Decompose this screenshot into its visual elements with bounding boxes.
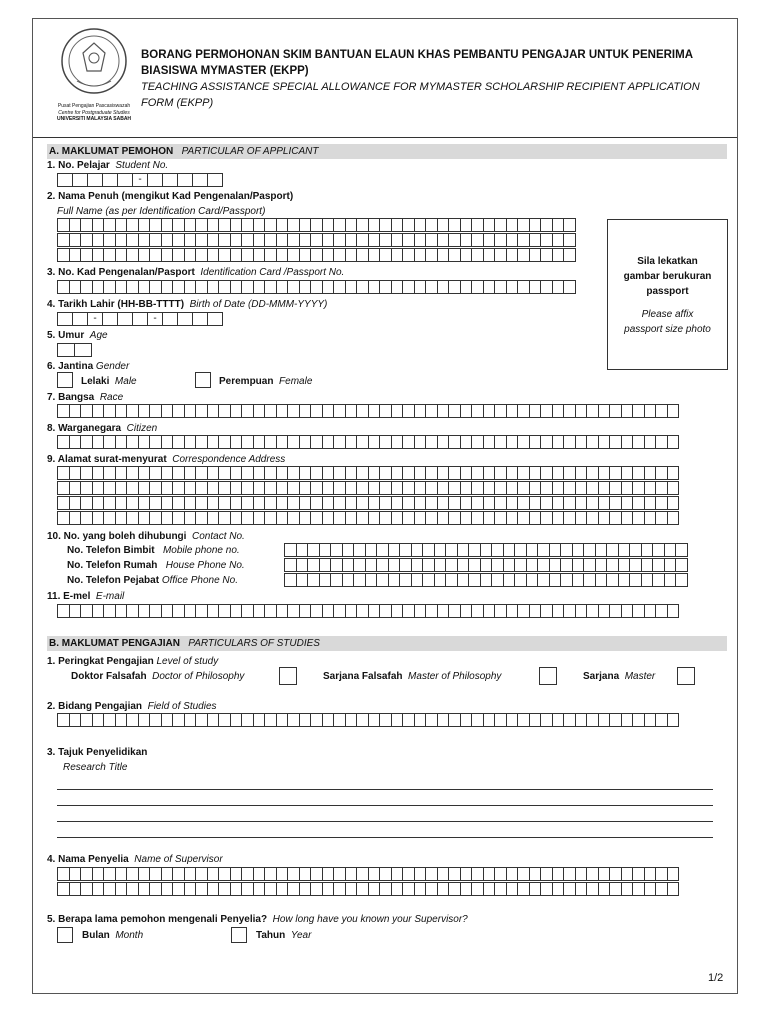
label-known-supervisor: 5. Berapa lama pemohon mengenali Penyelia? How long have you known your Supervisor?	[47, 914, 468, 925]
full-name-row-3[interactable]	[58, 248, 576, 262]
logo-text-1: Pusat Pengajian Pascasiswazah	[57, 103, 131, 109]
label-contact: 10. No. yang boleh dihubungi Contact No.	[47, 531, 245, 542]
research-title-line-4[interactable]	[57, 837, 713, 838]
input-cell[interactable]	[57, 343, 75, 357]
citizen-field[interactable]	[58, 435, 679, 449]
input-cell[interactable]	[667, 511, 680, 525]
label-citizen: 8. Warganegara Citizen	[47, 423, 158, 434]
label-research-title: 3. Tajuk Penyelidikan	[47, 747, 148, 758]
email-field[interactable]	[58, 604, 679, 618]
input-cell[interactable]	[192, 312, 208, 326]
input-cell[interactable]	[57, 173, 73, 187]
dob-field[interactable]	[58, 312, 223, 326]
label-student-no: 1. No. Pelajar Student No.	[47, 160, 169, 171]
label-full-name: 2. Nama Penuh (mengikut Kad Pengenalan/Pasport)	[47, 191, 294, 202]
label-ic-no: 3. No. Kad Pengenalan/Pasport Identification Card /Passport No.	[47, 267, 345, 278]
address-row-1[interactable]	[58, 466, 679, 480]
house-phone-field[interactable]	[285, 558, 688, 572]
title-malay-line1: BORANG PERMOHONAN SKIM BANTUAN ELAUN KHAS PEMBANTU PENGAJAR UNTUK PENERIMA	[141, 49, 694, 61]
logo-text-3: UNIVERSITI MALAYSIA SABAH	[56, 116, 132, 122]
input-cell[interactable]	[117, 312, 133, 326]
ic-no-field[interactable]	[58, 280, 576, 294]
input-cell[interactable]	[563, 280, 576, 294]
input-cell[interactable]	[207, 312, 223, 326]
label-house: No. Telefon Rumah House Phone No.	[67, 560, 245, 571]
label-field-of-studies: 2. Bidang Pengajian Field of Studies	[47, 701, 217, 712]
input-cell[interactable]	[132, 312, 148, 326]
label-mobile: No. Telefon Bimbit Mobile phone no.	[67, 545, 240, 556]
office-phone-field[interactable]	[285, 573, 688, 587]
research-title-line-3[interactable]	[57, 821, 713, 822]
input-cell[interactable]	[117, 173, 133, 187]
mphil-checkbox[interactable]	[539, 667, 557, 685]
input-cell[interactable]	[207, 173, 223, 187]
label-research-title-en: Research Title	[63, 762, 128, 773]
input-cell[interactable]	[667, 496, 680, 510]
input-cell[interactable]	[177, 312, 193, 326]
input-cell[interactable]	[667, 435, 680, 449]
input-cell[interactable]	[72, 312, 88, 326]
address-row-2[interactable]	[58, 481, 679, 495]
input-cell[interactable]	[162, 173, 178, 187]
supervisor-row-1[interactable]	[58, 867, 679, 881]
input-cell[interactable]	[192, 173, 208, 187]
input-cell[interactable]	[102, 173, 118, 187]
mobile-phone-field[interactable]	[285, 543, 688, 557]
input-cell[interactable]	[563, 233, 576, 247]
title-malay-line2: BIASISWA MYMASTER (EKPP)	[141, 65, 309, 77]
phd-checkbox[interactable]	[279, 667, 297, 685]
section-a-header: A. MAKLUMAT PEMOHON PARTICULAR OF APPLICANT	[47, 144, 727, 159]
section-b-header: B. MAKLUMAT PENGAJIAN PARTICULARS OF STUDIES	[47, 636, 727, 651]
input-cell[interactable]	[675, 573, 688, 587]
age-field[interactable]	[58, 343, 92, 357]
input-cell[interactable]	[74, 343, 92, 357]
input-cell[interactable]	[563, 218, 576, 232]
label-phd: Doktor Falsafah Doctor of Philosophy	[71, 671, 245, 682]
label-master: Sarjana Master	[583, 671, 656, 682]
input-cell[interactable]	[72, 173, 88, 187]
label-year: Tahun Year	[256, 930, 312, 941]
input-cell[interactable]	[667, 604, 680, 618]
input-cell[interactable]	[563, 248, 576, 262]
input-cell[interactable]	[675, 543, 688, 557]
address-row-4[interactable]	[58, 511, 679, 525]
student-no-field[interactable]	[58, 173, 223, 187]
input-cell[interactable]	[667, 867, 680, 881]
title-english-line1: TEACHING ASSISTANCE SPECIAL ALLOWANCE FOR MYMASTER SCHOLARSHIP RECIPIENT APPLICATION	[141, 81, 700, 93]
label-address: 9. Alamat surat-menyurat Correspondence Address	[47, 454, 286, 465]
page-number: 1/2	[708, 972, 724, 984]
research-title-line-2[interactable]	[57, 805, 713, 806]
address-row-3[interactable]	[58, 496, 679, 510]
race-field[interactable]	[58, 404, 679, 418]
research-title-line-1[interactable]	[57, 789, 713, 790]
input-cell[interactable]	[177, 173, 193, 187]
input-cell[interactable]	[102, 312, 118, 326]
full-name-row-2[interactable]	[58, 233, 576, 247]
label-age: 5. Umur Age	[47, 330, 108, 341]
label-race: 7. Bangsa Race	[47, 392, 124, 403]
logo-text-2: Centre for Postgraduate Studies	[58, 109, 130, 116]
label-mphil: Sarjana Falsafah Master of Philosophy	[323, 671, 502, 682]
label-email: 11. E-mel E-mail	[47, 591, 125, 602]
separator-dash: -	[132, 173, 148, 187]
label-full-name-en: Full Name (as per Identification Card/Passport)	[57, 206, 266, 217]
master-checkbox[interactable]	[677, 667, 695, 685]
label-month: Bulan Month	[82, 930, 144, 941]
label-dob: 4. Tarikh Lahir (HH-BB-TTTT) Birth of Date (DD-MMM-YYYY)	[47, 299, 328, 310]
label-female: Perempuan Female	[219, 376, 313, 387]
year-checkbox[interactable]	[231, 927, 247, 943]
label-supervisor: 4. Nama Penyelia Name of Supervisor	[47, 854, 223, 865]
input-cell[interactable]	[667, 466, 680, 480]
input-cell[interactable]	[87, 173, 103, 187]
male-checkbox[interactable]	[57, 372, 73, 388]
header-divider	[33, 137, 737, 138]
separator-dash: -	[147, 312, 163, 326]
input-cell[interactable]	[147, 173, 163, 187]
title-english-line2: FORM (EKPP)	[141, 97, 214, 109]
separator-dash: -	[87, 312, 103, 326]
input-cell[interactable]	[675, 558, 688, 572]
passport-photo-box[interactable]: Sila lekatkan gambar berukuran passport Please affix passport size photo	[607, 219, 728, 370]
supervisor-row-2[interactable]	[58, 882, 679, 896]
month-checkbox[interactable]	[57, 927, 73, 943]
label-gender: 6. Jantina Gender	[47, 361, 130, 372]
label-office: No. Telefon Pejabat Office Phone No.	[67, 575, 238, 586]
field-of-studies-field[interactable]	[58, 713, 679, 727]
input-cell[interactable]	[667, 882, 680, 896]
label-level-of-study: 1. Peringkat Pengajian Level of study	[47, 656, 219, 667]
university-seal-icon	[53, 25, 135, 97]
label-male: Lelaki Male	[81, 376, 137, 387]
input-cell[interactable]	[667, 713, 680, 727]
form-page	[32, 18, 738, 994]
full-name-row-1[interactable]	[58, 218, 576, 232]
input-cell[interactable]	[667, 481, 680, 495]
input-cell[interactable]	[162, 312, 178, 326]
female-checkbox[interactable]	[195, 372, 211, 388]
input-cell[interactable]	[57, 312, 73, 326]
input-cell[interactable]	[667, 404, 680, 418]
